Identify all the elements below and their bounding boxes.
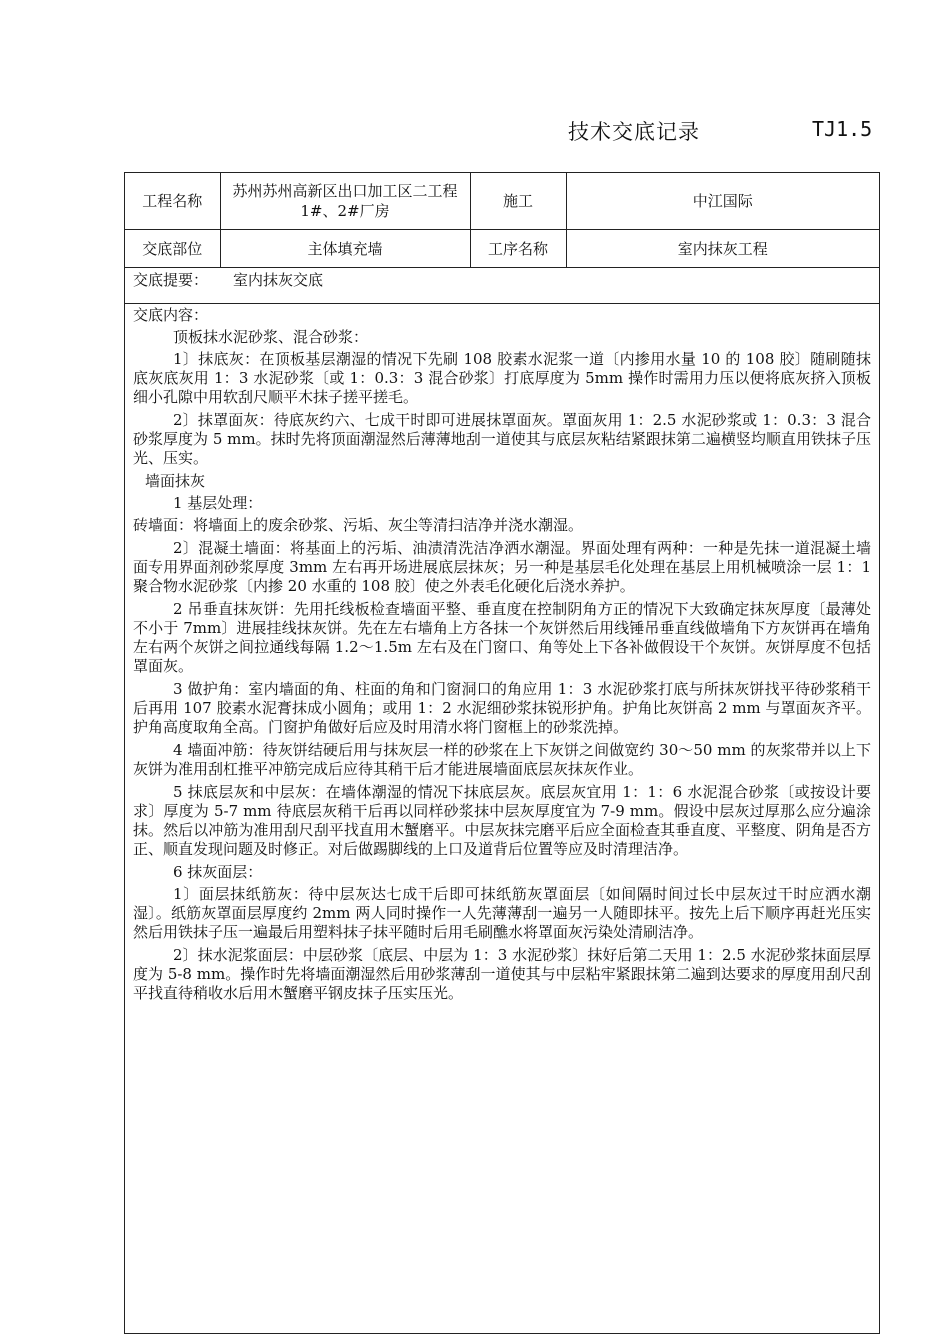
document-header — [0, 116, 950, 148]
info-table — [125, 173, 879, 268]
part-label: 交底部位 — [125, 230, 220, 268]
content-paragraph: 6 抹灰面层： — [173, 863, 263, 881]
info-row-project — [125, 173, 879, 230]
project-name-value: 苏州苏州高新区出口加工区二工程 1#、2#厂房 — [220, 173, 470, 230]
summary-value: 室内抹灰交底 — [233, 271, 324, 289]
summary-label: 交底提要： — [133, 271, 209, 289]
content-label: 交底内容： — [133, 306, 209, 324]
content-paragraph: 1〕面层抹纸筋灰：待中层灰达七成干后即可抹纸筋灰罩面层〔如间隔时间过长中层灰过干时应洒水潮湿〕。纸筋灰罩面层厚度约 2mm 两人同时操作一人先薄薄刮一遍另一人随即抹平。按先上后下顺序再赶光压实然后用铁抹子压一遍最后用塑料抹子抹平随时后用毛刷醮水将罩面灰污染处清刷洁净。 — [133, 885, 871, 941]
content-paragraph: 墙面抹灰 — [145, 472, 206, 490]
content-paragraph: 2〕抹罩面灰：待底灰约六、七成干时即可进展抹罩面灰。罩面灰用 1：2.5 水泥砂浆或 1：0.3：3 混合砂浆厚度为 5 mm。抹时先将顶面潮湿然后薄薄地刮一道使其与底层灰粘结紧跟抹第二遍横竖均顺直用铁抹子压光、压实。 — [133, 411, 871, 467]
construction-value: 中江国际 — [566, 173, 879, 230]
process-value: 室内抹灰工程 — [566, 230, 879, 268]
record-form — [124, 172, 880, 1334]
project-name-label: 工程名称 — [125, 173, 220, 230]
content-paragraph: 顶板抹水泥砂浆、混合砂浆： — [173, 328, 369, 346]
content-paragraph: 1 基层处理： — [173, 494, 263, 512]
content-paragraph: 3 做护角：室内墙面的角、柱面的角和门窗洞口的角应用 1：3 水泥砂浆打底与所抹灰饼找平待砂浆稍干后再用 107 胶素水泥膏抹成小圆角；或用 1：2 水泥细砂浆抹锐形护角。护角比灰饼高 2 mm 与罩面灰齐平。护角高度取角全高。门窗护角做好后应及时用清水将门窗框上的砂浆洗掉。 — [133, 680, 871, 736]
part-value: 主体填充墙 — [220, 230, 470, 268]
construction-label: 施工 — [470, 173, 566, 230]
document-code: TJ1.5 — [812, 117, 873, 141]
content-paragraph: 2 吊垂直抹灰饼：先用托线板检查墙面平整、垂直度在控制阴角方正的情况下大致确定抹灰厚度〔最薄处不小于 7mm〕进展挂线抹灰饼。先在左右墙角上方各抹一个灰饼然后用线锤吊垂直线做墙角下方灰饼再在墙角左右两个灰饼之间拉通线每隔 1.2～1.5m 左右及在门窗口、角等处上下各补做假设干个灰饼。灰饼厚度不包括罩面灰。 — [133, 600, 871, 675]
content-paragraph: 4 墙面冲筋：待灰饼结硬后用与抹灰层一样的砂浆在上下灰饼之间做宽约 30～50 mm 的灰浆带并以上下灰饼为准用刮杠推平冲筋完成后应待其稍干后才能进展墙面底层灰抹灰作业。 — [133, 741, 871, 778]
content-paragraph: 2〕混凝土墙面：将基面上的污垢、油渍清洗洁净洒水潮湿。界面处理有两种：一种是先抹一道混凝土墙面专用界面剂砂浆厚度 3mm 左右再开场进展底层抹灰；另一种是基层毛化处理在基层上用机械喷涂一层 1：1 聚合物水泥砂浆〔内掺 20 水重的 108 胶〕使之外表毛化硬化后浇水养护。 — [133, 539, 871, 595]
info-row-part — [125, 230, 879, 268]
process-label: 工序名称 — [470, 230, 566, 268]
content-paragraph: 砖墙面：将墙面上的废余砂浆、污垢、灰尘等清扫洁净并浇水潮湿。 — [133, 516, 584, 534]
content-section — [125, 304, 879, 1009]
summary-section — [125, 268, 879, 304]
content-paragraph: 5 抹底层灰和中层灰：在墙体潮湿的情况下抹底层灰。底层灰宜用 1：1：6 水泥混合砂浆〔或按设计要求〕厚度为 5-7 mm 待底层灰稍干后再以同样砂浆抹中层灰厚度宜为 7-9 mm。假设中层灰过厚那么应分遍涂抹。然后以冲筋为准用刮尺刮平找直用木蟹磨平。中层灰抹完磨平后应全面检查其垂直度、平整度、阴角是否方正、顺直发现问题及时修正。对后做踢脚线的上口及道背后位置等应及时清理洁净。 — [133, 783, 871, 858]
content-paragraph: 2〕抹水泥浆面层：中层砂浆〔底层、中层为 1：3 水泥砂浆〕抹好后第二天用 1：2.5 水泥砂浆抹面层厚度为 5-8 mm。操作时先将墙面潮湿然后用砂浆薄刮一道使其与中层粘牢紧跟抹第二遍到达要求的厚度用刮尺刮平找直待稍收水后用木蟹磨平钢皮抹子压实压光。 — [133, 946, 871, 1002]
document-title: 技术交底记录 — [568, 120, 700, 144]
content-paragraph: 1〕抹底灰：在顶板基层潮湿的情况下先刷 108 胶素水泥浆一道〔内掺用水量 10 的 108 胶〕随刷随抹底灰底灰用 1：3 水泥砂浆〔或 1：0.3：3 混合砂浆〕打底厚度为 5mm 操作时需用力压以便将底灰挤入顶板细小孔隙中用软刮尺顺平木抹子搓平搓毛。 — [133, 350, 871, 406]
